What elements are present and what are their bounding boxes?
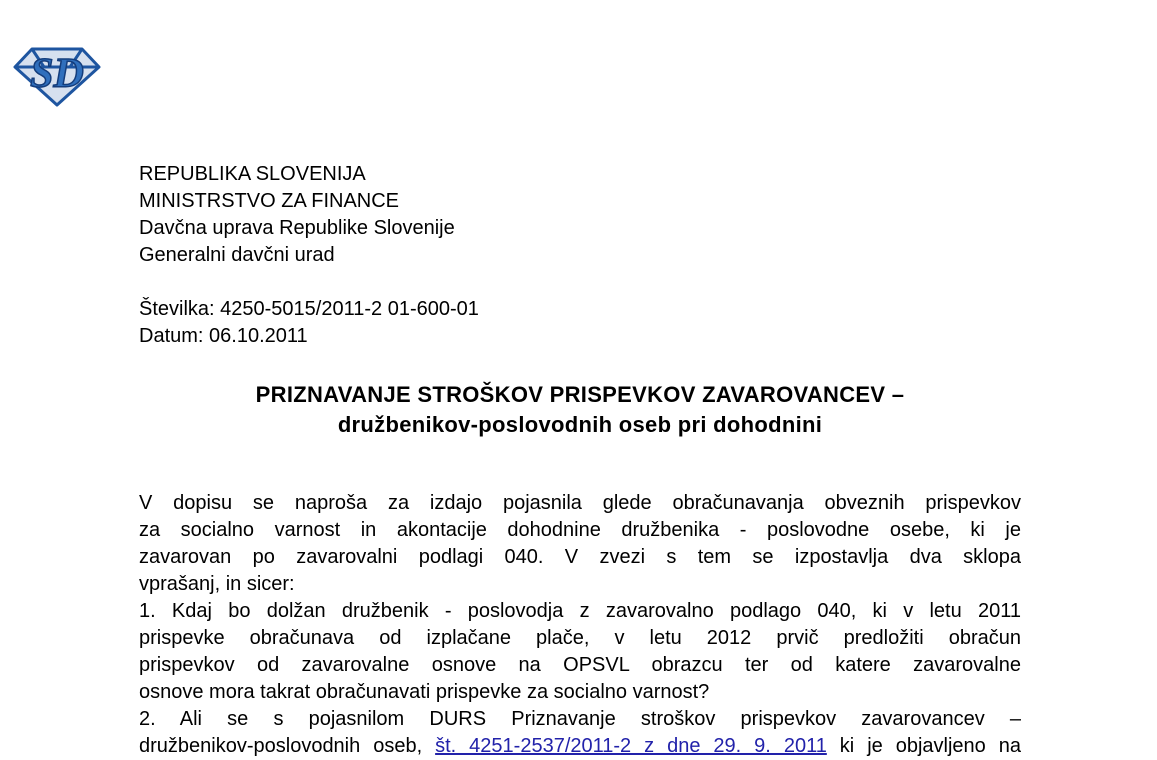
body-line: V dopisu se naproša za izdajo pojasnila glede obračunavanja obveznih prispevkov (139, 492, 1021, 514)
document-date-label: Datum: (139, 325, 204, 347)
durs-logo (13, 46, 101, 108)
document-title-line-2: družbenikov-poslovodnih oseb pri dohodnini (337, 412, 823, 437)
document-title-line-1: PRIZNAVANJE STROŠKOV PRISPEVKOV ZAVAROVANCEV – (255, 382, 905, 407)
question-2-text-before-link: družbenikov-poslovodnih oseb, (139, 735, 423, 757)
document-meta (139, 296, 1021, 350)
document-number-value: 4250-5015/2011-2 01-600-01 (220, 298, 479, 320)
document-content (139, 161, 1021, 760)
document-number (139, 296, 1021, 323)
letterhead-line-tax-administration: Davčna uprava Republike Slovenije (139, 217, 455, 239)
document-date (139, 323, 1021, 350)
document-title (139, 380, 1021, 440)
letterhead-line-ministry: MINISTRSTVO ZA FINANCE (139, 190, 400, 212)
letterhead (139, 161, 1021, 269)
question-1-paragraph (139, 598, 1021, 706)
body-line: vprašanj, in sicer: (139, 573, 295, 595)
logo-letters: SD (30, 51, 84, 97)
document-body (139, 490, 1021, 760)
body-line: prispevkov od zavarovalne osnove na OPSVL obrazcu ter od katere zavarovalne (139, 654, 1021, 676)
body-line: osnove mora takrat obračunavati prispevke za socialno varnost? (139, 681, 710, 703)
body-line: 2. Ali se s pojasnilom DURS Priznavanje stroškov prispevkov zavarovancev – (139, 708, 1021, 730)
letterhead-line-general-office: Generalni davčni urad (139, 244, 335, 266)
body-line-with-link (139, 733, 1021, 760)
document-date-value: 06.10.2011 (209, 325, 308, 347)
body-line: zavarovan po zavarovalni podlagi 040. V zvezi s tem se izpostavlja dva sklopa (139, 546, 1021, 568)
question-2-text-after-link: ki je objavljeno na (839, 735, 1021, 757)
diamond-gem-icon (13, 46, 101, 108)
reference-link[interactable]: št. 4251-2537/2011-2 z dne 29. 9. 2011 (435, 735, 827, 757)
body-line: 1. Kdaj bo dolžan družbenik - poslovodja z zavarovalno podlago 040, ki v letu 2011 (139, 600, 1021, 622)
body-line: prispevke obračunava od izplačane plače, v letu 2012 prvič predložiti obračun (139, 627, 1021, 649)
letterhead-line-republic: REPUBLIKA SLOVENIJA (139, 163, 366, 185)
body-line: za socialno varnost in akontacije dohodnine družbenika - poslovodne osebe, ki je (139, 519, 1021, 541)
intro-paragraph (139, 490, 1021, 598)
question-2-paragraph (139, 706, 1021, 760)
document-number-label: Številka: (139, 298, 215, 320)
